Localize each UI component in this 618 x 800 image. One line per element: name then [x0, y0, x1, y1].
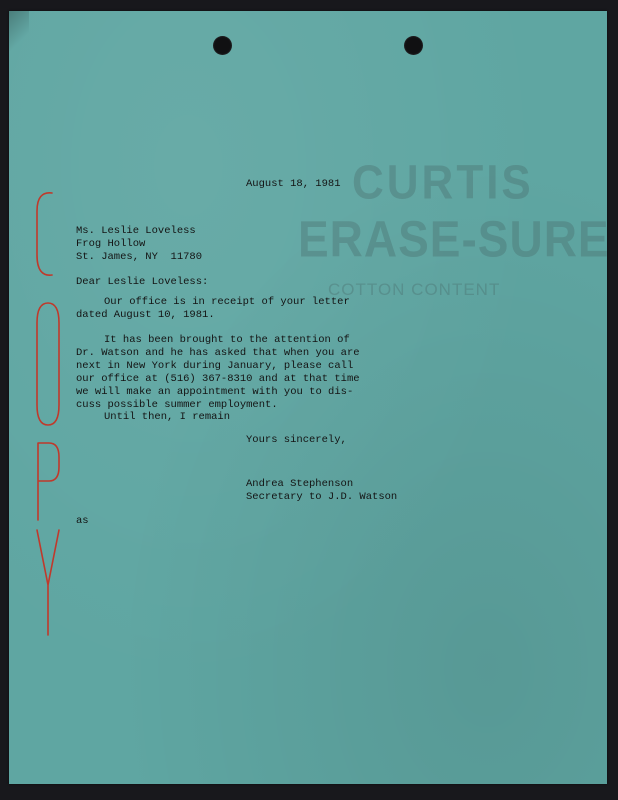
watermark-product: ERASE-SURE	[298, 210, 610, 268]
watermark-content: COTTON CONTENT	[328, 280, 501, 299]
paragraph-1-line-2: dated August 10, 1981.	[76, 309, 215, 321]
recipient-address-line-1: Frog Hollow	[76, 238, 146, 250]
paragraph-2-line-5: we will make an appointment with you to dis-	[76, 386, 354, 398]
copy-stamp-letter-y	[37, 530, 59, 635]
paragraph-1-line-1: Our office is in receipt of your letter	[104, 296, 350, 308]
punch-hole-left	[213, 36, 232, 55]
copy-stamp-letter-c	[37, 193, 52, 275]
signature-name: Andrea Stephenson	[246, 478, 354, 490]
letter-date: August 18, 1981	[246, 178, 341, 190]
punch-hole-right	[404, 36, 423, 55]
copy-stamp-letter-p	[38, 443, 59, 520]
copy-stamp	[30, 185, 62, 640]
paragraph-2-line-4: our office at (516) 367-8310 and at that time	[76, 373, 360, 385]
copy-stamp-letter-o	[37, 303, 59, 425]
closing: Yours sincerely,	[246, 434, 347, 446]
corner-fold-shadow	[9, 11, 29, 51]
salutation: Dear Leslie Loveless:	[76, 276, 209, 288]
paragraph-3: Until then, I remain	[104, 411, 231, 423]
paragraph-2-line-2: Dr. Watson and he has asked that when you are	[76, 347, 360, 359]
watermark-brand: CURTIS	[352, 155, 534, 210]
recipient-name: Ms. Leslie Loveless	[76, 225, 196, 237]
paragraph-2-line-6: cuss possible summer employment.	[76, 399, 278, 411]
typist-initials: as	[76, 515, 89, 527]
paragraph-2-line-3: next in New York during January, please call	[76, 360, 354, 372]
paragraph-2-line-1: It has been brought to the attention of	[104, 334, 350, 346]
recipient-address-line-2: St. James, NY 11780	[76, 251, 203, 263]
signature-title: Secretary to J.D. Watson	[246, 491, 398, 503]
